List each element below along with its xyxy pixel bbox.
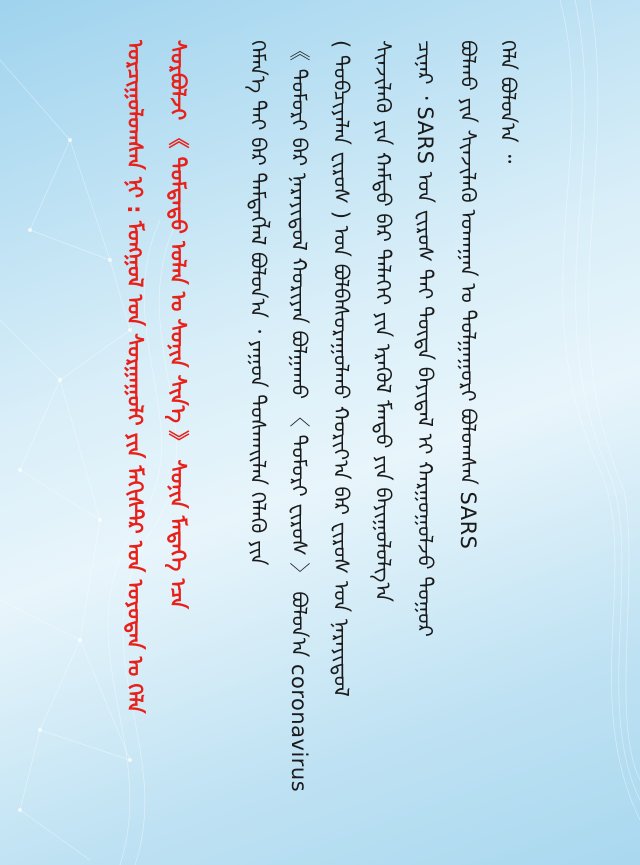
body-text-line-6: 《 ᠲᠤᠮᠤᠷᠢ ᠪᠠᠷ ᠨᠡᠷᠡᠶᠢᠳᠦᠯ ᠬᠣᠷᠢᠶᠠᠨ ᠪᠣᠯᠭᠠᠬᠤ 〈 ᠲᠤᠮᠤᠷᠢ ᠸᠢᠷᠦᠰ 〉 ᠪᠣᠯᠤᠨ᠎ᠠ coronavirus bbox=[287, 40, 311, 793]
source-line-1: ᠰᠤᠷᠪᠤᠯᠵᠢ 《 ᠳᠤᠮᠳᠠᠳᠤ ᠣᠯᠠᠨ ᠤ ᠰᠣᠨᠢᠨ ᠰᠢᠨ᠎ᠡ 》 ᠰᠣᠨᠢᠨ ᠮᠡᠳᠡᠭᠡ ᠡᠴᠡ bbox=[166, 40, 190, 610]
body-text-line-5: ( ᠲᠣᠪᠴᠢᠶᠠᠯᠠᠨ ᠸᠢᠷᠦᠰ ) ᠤᠨ ᠪᠣᠯᠪᠠᠰᠤᠷᠠᠭᠤᠯᠬᠤ ᠬᠣᠷᠢᠶ᠎ᠠ ᠪᠠᠷ ᠸᠢᠷᠦᠰ ᠤᠨ ᠨᠡᠷᠡᠶᠢᠳᠦᠯ bbox=[329, 40, 353, 697]
body-text-line-7: ᠬᠡᠮᠡᠨ᠎ᠡ ᠲᠡᠢ ᠪᠠᠷ ᠲᠡᠮᠳᠡᠭᠯᠡᠯ ᠪᠣᠯᠤᠨ᠎ᠠ ᠂ ᠶᠠᠭᠤᠨ ᠲᠤᠰᠬᠠᠢᠯᠠᠨ ᠬᠡᠯᠡᠬᠦ ᠶᠢᠨ bbox=[246, 40, 270, 566]
body-text-line-2: ᠪᠣᠯᠬᠣ ᠶᠢᠨ ᠰᠢᠨᠵᠢᠯᠡᠬᠦ ᠤᠬᠠᠭᠠᠨ ᠤ ᠲᠤᠯᠭᠠᠭᠤᠷᠢ ᠪᠣᠯᠤᠭᠰᠠᠨ SARS bbox=[456, 40, 480, 550]
body-text-line-1: ᠬᠡᠯᠡ ᠪᠣᠯᠤᠨ᠎ᠠ ᠃ bbox=[496, 40, 520, 164]
body-text-line-3: ᠴᠢᠨᠠᠷ ᠂ SARS ᠤᠨ ᠸᠢᠷᠦᠰ ᠲᠡᠢ ᠳᠥᠲᠡ ᠪᠠᠶᠢᠳᠠᠯ ᠢ ᠬᠠᠷᠭᠤᠭᠤᠯᠵᠤ ᠲᠤᠭᠤᠷ bbox=[413, 40, 437, 637]
body-text-line-4: ᠰᠢᠨᠵᠢᠯᠡᠬᠦ ᠶᠢᠨ ᠬᠠᠮᠲᠤ ᠪᠡᠷ ᠳᠡᠯᠡᠬᠡᠢ ᠶᠢᠨ ᠡᠷᠡᠭᠦᠯ ᠮᠡᠨᠳᠦ ᠶᠢᠨ ᠪᠠᠶᠢᠭᠤᠯᠤᠯᠭ᠎ᠠ bbox=[371, 40, 395, 602]
source-line-2: ᠣᠷᠴᠢᠭᠤᠯᠤᠭᠰᠠᠨ ᠨᠢ : ᠮᠣᠩᠭᠣᠯ ᠤᠨ ᠰᠤᠷᠭᠠᠭᠤᠯᠢ ᠶᠢᠨ ᠮᠠᠭᠢᠰᠲ᠋ᠷ ᠤᠨ ᠣᠶᠤᠲᠠᠨ ᠤ ᠬᠡᠯᠡ bbox=[123, 40, 147, 714]
